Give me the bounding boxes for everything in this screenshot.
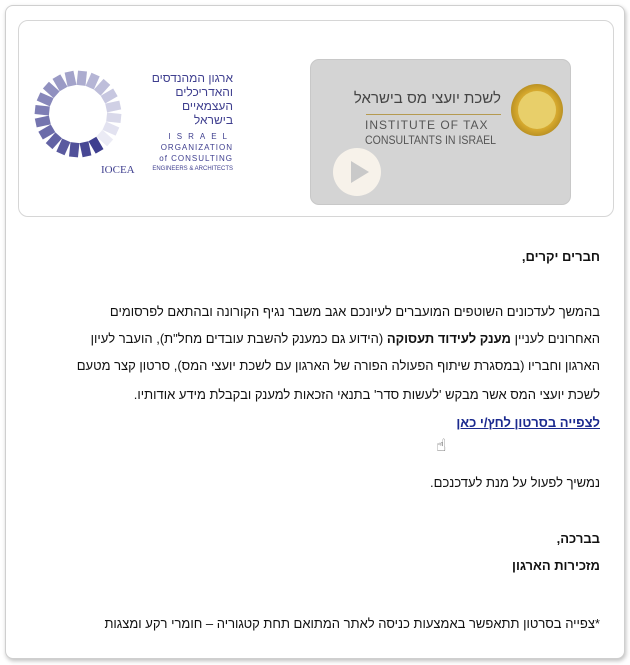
iocea-he-line: בישראל (193, 113, 233, 127)
watch-video-link[interactable]: לצפייה בסרטון לחץ/י כאן (456, 415, 600, 430)
iocea-he-line: ארגון המהנדסים (151, 71, 233, 85)
iocea-he-line: העצמאיים (181, 99, 233, 113)
ring-segment (77, 71, 87, 86)
iocea-en-line: ORGANIZATION (160, 143, 233, 152)
grant-name: מענק לעידוד תעסוקה (386, 331, 511, 346)
paragraph-line: הארגון וחבריו (במסגרת שיתוף הפעולה הפורה של הארגון עם לשכת יועצי המס), סרטון קצר מטעם (76, 358, 600, 373)
paragraph-line: לשכת יועצי המס אשר מבקש 'לעשות סדר' בתנאי הזכאות למענק ובקבלת מידע אודותיו. (133, 387, 600, 402)
iocea-hebrew-name (133, 71, 233, 127)
text: האחרונים לעניין (510, 331, 600, 346)
greeting: חברים יקרים, (521, 249, 600, 264)
iocea-en-line: ISRAEL (168, 132, 233, 141)
paragraph-line: בהמשך לעדכונים השוטפים המועברים לעיונכם אגב משבר נגיף הקורונה ובהתאם לפרסומים (109, 304, 600, 319)
ring-segment (69, 142, 79, 157)
ring-segment (105, 101, 121, 113)
iocea-english-name (133, 131, 233, 175)
text: (הידוע גם כמענק להשבת עובדים מחל"ת), הועבר לעיון (90, 331, 387, 346)
video-thumbnail[interactable] (310, 59, 571, 205)
iocea-he-line: והאדריכלים (175, 85, 233, 99)
regards: בברכה, (556, 531, 600, 546)
ring-segment (80, 141, 92, 157)
ring-segment (65, 71, 77, 87)
footnote: *צפייה בסרטון תתאפשר באמצעות כניסה לאתר המתואם תחת קטגוריה – חומרי רקע ומצגות (104, 616, 600, 631)
itc-english-line2: CONSULTANTS IN ISRAEL (365, 133, 497, 147)
ring-segment (35, 105, 50, 115)
itc-hebrew-name: לשכת יועצי מס בישראל (353, 90, 501, 107)
hand-pointer-icon: ☝ (436, 436, 447, 455)
signature: מזכירות הארגון (512, 558, 600, 573)
itc-seal-icon (511, 84, 563, 136)
iocea-en-line: of CONSULTING (159, 154, 233, 163)
paragraph-line (91, 331, 600, 346)
ring-segment (106, 113, 121, 123)
divider (366, 114, 501, 115)
iocea-en-line: ENGINEERS & ARCHITECTS (152, 166, 233, 172)
ring-segment (35, 116, 51, 128)
continue-text: נמשיך לפעול על מנת לעדכנכם. (430, 475, 600, 490)
iocea-ring-logo (33, 69, 123, 159)
play-icon[interactable] (333, 148, 381, 196)
itc-english-line1: INSTITUTE OF TAX (365, 118, 489, 132)
iocea-acronym: IOCEA (101, 164, 135, 176)
